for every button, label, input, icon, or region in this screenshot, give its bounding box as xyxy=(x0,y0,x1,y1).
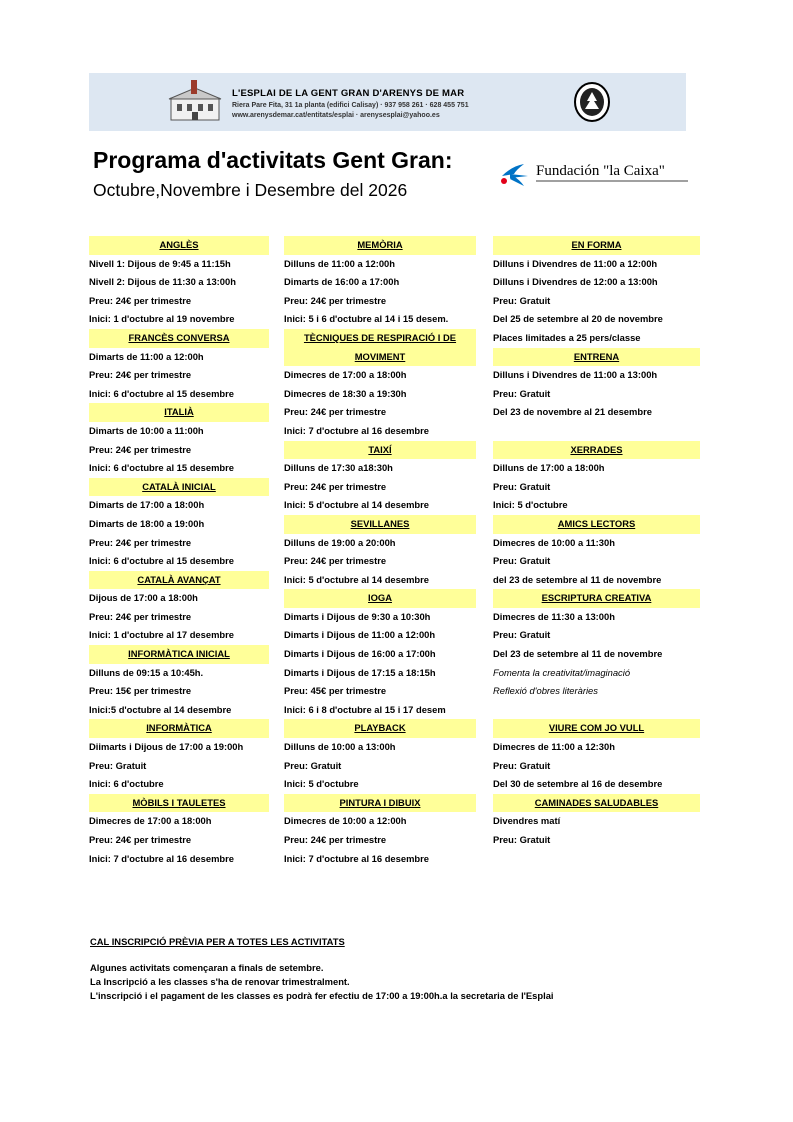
activity-detail: Dilluns de 09:15 a 10:45h. xyxy=(89,666,204,678)
activity-heading: MÒBILS I TAULETES xyxy=(89,794,269,813)
notes-section xyxy=(90,936,554,1003)
activity-detail xyxy=(493,422,700,441)
activity-heading: ESCRIPTURA CREATIVA xyxy=(493,589,700,608)
sponsor-name: Fundación "la Caixa" xyxy=(536,163,665,179)
activity-heading: IOGA xyxy=(284,589,476,608)
org-web: www.arenysdemar.cat/entitats/esplai · arenysesplai@yahoo.es xyxy=(232,112,440,119)
activity-detail: Preu: 24€ per trimestre xyxy=(89,443,192,455)
activity-detail: Inici: 6 d'octubre al 15 desembre xyxy=(89,555,234,567)
activity-detail: Del 23 de novembre al 21 desembre xyxy=(493,406,652,418)
registration-notice: CAL INSCRIPCIÓ PRÈVIA PER A TOTES LES ACTIVITATS xyxy=(90,936,345,947)
activity-detail: Dimarts de 17:00 a 18:00h xyxy=(89,499,205,511)
note-line: La Inscripció a les classes s'ha de renovar trimestralment. xyxy=(90,976,350,987)
activity-detail: Divendres matí xyxy=(493,815,561,827)
activity-detail: Dilluns de 19:00 a 20:00h xyxy=(284,536,396,548)
activity-heading: CATALÀ AVANÇAT xyxy=(89,571,269,590)
activity-detail: Preu: 24€ per trimestre xyxy=(89,536,192,548)
activity-detail: del 23 de setembre al 11 de novembre xyxy=(493,573,662,585)
activity-detail: Inici: 6 i 8 d'octubre al 15 i 17 desem xyxy=(284,703,446,715)
activity-detail: Dimarts i Dijous de 11:00 a 12:00h xyxy=(284,629,436,641)
activity-detail: Inici: 6 d'octubre xyxy=(89,778,164,790)
activity-detail: Dijous de 17:00 a 18:00h xyxy=(89,592,198,604)
activities-column-left xyxy=(89,236,269,868)
activity-detail: Dimecres de 17:00 a 18:00h xyxy=(89,815,212,827)
activity-detail: Dimarts de 11:00 a 12:00h xyxy=(89,350,204,362)
note-line: Algunes activitats començaran a finals de setembre. xyxy=(90,962,324,973)
activity-detail: Del 25 de setembre al 20 de novembre xyxy=(493,313,663,325)
activity-detail: Dimarts de 18:00 a 19:00h xyxy=(89,517,205,529)
activity-detail: Preu: Gratuit xyxy=(493,834,551,845)
activity-heading: INFORMÀTICA INICIAL xyxy=(89,645,269,664)
activity-detail: Preu: 15€ per trimestre xyxy=(89,685,192,697)
activity-detail: Inici: 5 d'octubre al 14 desembre xyxy=(284,499,429,511)
activity-heading: CATALÀ INICIAL xyxy=(89,478,269,497)
activity-detail: Dimecres de 11:00 a 12:30h xyxy=(493,741,615,753)
activity-detail: Dilluns de 17:30 a18:30h xyxy=(284,462,393,474)
activities-column-middle xyxy=(284,236,476,868)
org-name: L'ESPLAI DE LA GENT GRAN D'ARENYS DE MAR xyxy=(232,88,465,99)
activity-detail: Preu: Gratuit xyxy=(493,480,551,492)
activity-detail: Inici: 1 d'octubre al 19 novembre xyxy=(89,313,235,325)
activity-detail: Nivell 2: Dijous de 11:30 a 13:00h xyxy=(89,276,236,288)
activity-heading: MOVIMENT xyxy=(284,348,476,367)
activity-detail: Dimarts de 10:00 a 11:00h xyxy=(89,424,204,436)
activity-detail: Dimarts i Dijous de 16:00 a 17:00h xyxy=(284,648,436,660)
page-subtitle: Octubre,Novembre i Desembre del 2026 xyxy=(93,180,408,200)
page-title: Programa d'activitats Gent Gran: xyxy=(93,147,453,173)
activity-detail: Preu: Gratuit xyxy=(493,294,551,306)
activity-detail: Preu: 24€ per trimestre xyxy=(284,555,387,567)
activity-detail: Dimecres de 17:00 a 18:00h xyxy=(284,369,407,381)
activity-detail: Inici: 5 d'octubre xyxy=(284,778,359,790)
activity-detail: Fomenta la creativitat/imaginació xyxy=(493,666,631,678)
activity-detail: Del 23 de setembre al 11 de novembre xyxy=(493,648,663,660)
activity-detail: Dimarts de 16:00 a 17:00h xyxy=(284,276,400,288)
activity-detail xyxy=(493,701,700,720)
activity-detail: Inici: 6 d'octubre al 15 desembre xyxy=(89,462,234,474)
activity-heading: ENTRENA xyxy=(493,348,700,367)
activity-detail: Dimarts i Dijous de 9:30 a 10:30h xyxy=(284,610,431,622)
activity-detail: Dimecres de 10:00 a 12:00h xyxy=(284,815,407,827)
activity-heading: SEVILLANES xyxy=(284,515,476,534)
activity-detail: Diimarts i Dijous de 17:00 a 19:00h xyxy=(89,741,244,753)
activity-detail: Dilluns de 10:00 a 13:00h xyxy=(284,741,396,753)
activity-heading: PLAYBACK xyxy=(284,719,476,738)
activity-heading: ANGLÈS xyxy=(89,236,269,255)
activity-heading: PINTURA I DIBUIX xyxy=(284,794,476,813)
activity-detail: Preu: 45€ per trimestre xyxy=(284,685,387,697)
activity-heading: MEMÒRIA xyxy=(284,236,476,255)
activity-detail: Del 30 de setembre al 16 de desembre xyxy=(493,778,663,790)
activity-detail: Places limitades a 25 pers/classe xyxy=(493,331,641,343)
activity-heading: TAIXÍ xyxy=(284,441,476,460)
activity-detail: Dilluns i Divendres de 11:00 a 12:00h xyxy=(493,257,658,269)
activity-heading: VIURE COM JO VULL xyxy=(493,719,700,738)
activity-detail: Dilluns de 11:00 a 12:00h xyxy=(284,257,395,269)
town-seal-icon xyxy=(573,81,611,123)
activity-detail: Inici: 5 i 6 d'octubre al 14 i 15 desem. xyxy=(284,313,449,325)
activity-heading: CAMINADES SALUDABLES xyxy=(493,794,700,813)
activity-detail: Inici: 7 d'octubre al 16 desembre xyxy=(89,852,234,864)
activity-heading: ITALIÀ xyxy=(89,403,269,422)
activity-heading: FRANCÈS CONVERSA xyxy=(89,329,269,348)
activity-detail: Inici: 5 d'octubre xyxy=(493,499,568,511)
header-banner xyxy=(89,73,686,131)
activity-detail: Inici:5 d'octubre al 14 desembre xyxy=(89,703,232,715)
activity-detail: Dimecres de 10:00 a 11:30h xyxy=(493,536,615,548)
activity-detail: Dilluns de 17:00 a 18:00h xyxy=(493,462,605,474)
activity-detail: Reflexió d'obres literàries xyxy=(493,685,598,697)
activity-detail: Preu: Gratuit xyxy=(493,759,551,771)
activity-detail: Preu: Gratuit xyxy=(493,555,551,567)
activity-detail: Inici: 6 d'octubre al 15 desembre xyxy=(89,387,234,399)
activity-detail: Preu: 24€ per trimestre xyxy=(284,834,387,845)
activity-detail: Preu: Gratuit xyxy=(493,387,551,399)
activity-detail: Preu: 24€ per trimestre xyxy=(89,610,192,622)
activity-detail: Nivell 1: Dijous de 9:45 a 11:15h xyxy=(89,257,231,269)
activity-detail: Preu: 24€ per trimestre xyxy=(284,480,387,492)
activity-heading: EN FORMA xyxy=(493,236,700,255)
activity-detail: Dimarts i Dijous de 17:15 a 18:15h xyxy=(284,666,436,678)
activity-detail: Inici: 1 d'octubre al 17 desembre xyxy=(89,629,234,641)
building-logo-icon xyxy=(167,80,223,124)
activity-detail: Inici: 5 d'octubre al 14 desembre xyxy=(284,573,429,585)
activity-detail: Preu: Gratuit xyxy=(493,629,551,641)
activity-detail: Inici: 7 d'octubre al 16 desembre xyxy=(284,424,429,436)
activity-detail: Preu: Gratuit xyxy=(89,759,147,771)
activity-detail: Preu: Gratuit xyxy=(284,759,342,771)
activity-detail: Preu: 24€ per trimestre xyxy=(284,406,387,418)
activity-heading: TÈCNIQUES DE RESPIRACIÓ I DE xyxy=(284,329,476,348)
note-line: L'inscripció i el pagament de les classes es podrà fer efectiu de 17:00 a 19:00h.a la secretaria de l'Esplai xyxy=(90,990,554,1001)
activity-detail: Dimecres de 11:30 a 13:00h xyxy=(493,610,615,622)
activity-detail: Preu: 24€ per trimestre xyxy=(89,369,192,381)
activities-column-right xyxy=(493,236,700,850)
activity-detail: Preu: 24€ per trimestre xyxy=(89,294,192,306)
activity-heading: AMICS LECTORS xyxy=(493,515,700,534)
activity-detail: Dimecres de 18:30 a 19:30h xyxy=(284,387,407,399)
org-address: Riera Pare Fita, 31 1a planta (edifici Calisay) · 937 958 261 · 628 455 751 xyxy=(232,102,469,109)
activity-detail: Inici: 7 d'octubre al 16 desembre xyxy=(284,852,429,864)
activity-detail: Preu: 24€ per trimestre xyxy=(89,834,192,845)
activity-heading: INFORMÀTICA xyxy=(89,719,269,738)
activity-detail: Preu: 24€ per trimestre xyxy=(284,294,387,306)
activity-detail: Dilluns i Divendres de 12:00 a 13:00h xyxy=(493,276,658,288)
activity-detail: Dilluns i Divendres de 11:00 a 13:00h xyxy=(493,369,658,381)
activity-heading: XERRADES xyxy=(493,441,700,460)
